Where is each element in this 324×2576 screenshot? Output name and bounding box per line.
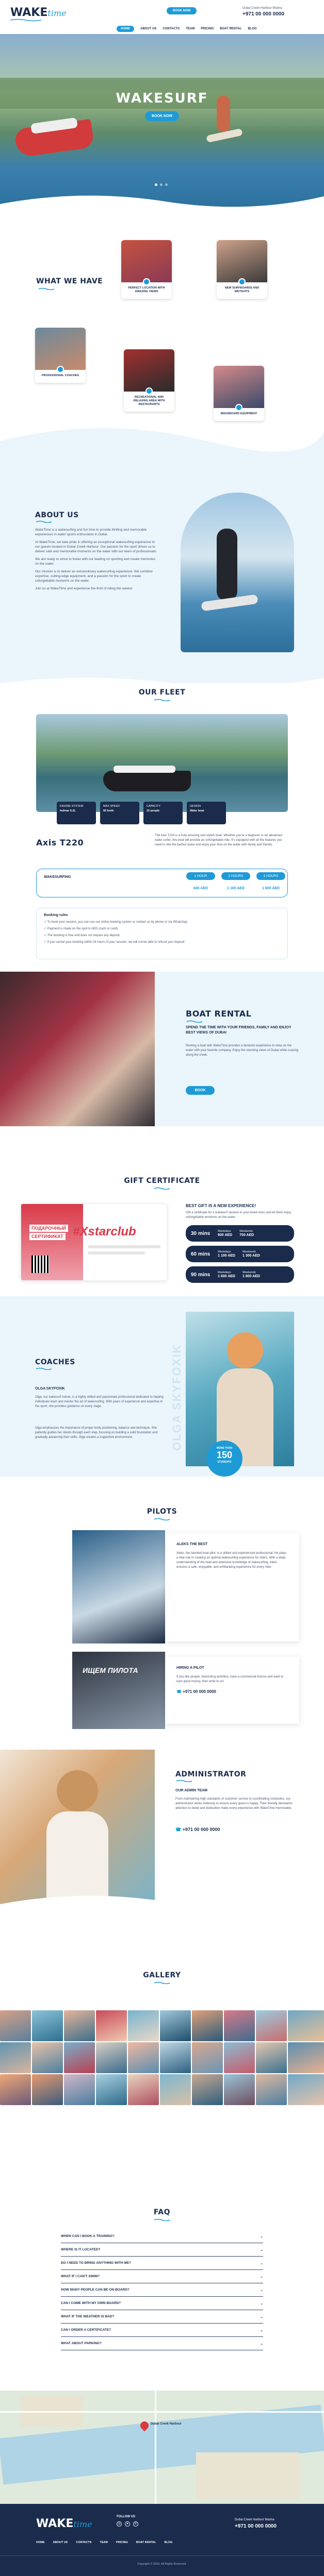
slider-dot[interactable] [160,183,163,186]
social-icons [117,2521,138,2527]
pilot-text: Aleks, the talented boat pilot, is a skilled and experienced professional. He plays a vital role in creating an optimal wakesurfing experience for riders. With a deep understanding of the boat and extensive knowledge of wakesurfing, Aleks ensures a safe, enjoyable, and exhilarating experience for every rider. [176,1552,287,1569]
gift-weekend-price: 1 300 AED [242,1253,260,1258]
gift-option[interactable] [186,1246,294,1262]
surfboard-icon [238,278,246,285]
admin-title: ADMINISTRATOR [175,1770,247,1778]
pilot-phone-text: +971 00 000 0000 [183,1689,216,1694]
feature-image [124,349,174,392]
pilot-photo-aleks [72,1530,165,1643]
gift-weekday [218,1230,232,1238]
footer-logo[interactable] [36,2517,92,2530]
gallery-photo[interactable] [128,2042,159,2073]
nav-pricing[interactable]: PRICING [201,27,214,30]
fleet-spec-cards [57,802,226,824]
coach-vertical-name: OLGA SKYFOXIK [170,1344,183,1451]
spec-value: Wake boat [190,809,204,812]
gallery-section [0,1914,324,2193]
logo-script: time [47,8,67,18]
site-logo[interactable] [10,6,67,19]
chevron-down-icon: ⌄ [260,2328,263,2332]
faq-question: CAN I ORDER A CERTIFICATE? [61,2328,111,2332]
gallery-photo[interactable] [160,2074,191,2105]
gift-weekend-price: 700 AED [239,1233,254,1237]
pilot-name: ALEKS THE BEST [176,1543,208,1546]
booking-rule-text: The booking is free and does not require any deposit [47,934,120,937]
pilot-card-hiring [165,1657,299,1724]
telegram-icon[interactable]: ➤ [125,2521,130,2527]
nav-about[interactable]: ABOUT US [140,27,157,30]
map-place-label: Dubai Creek Harbour [151,2422,182,2426]
faq-item[interactable] [61,2337,263,2350]
gallery-title: GALLERY [143,1971,181,1979]
coaches-title: COACHES [35,1358,75,1366]
gallery-photo[interactable] [224,2042,255,2073]
price-table-prices [186,887,285,890]
pilots-section [0,1477,324,1750]
gift-title: GIFT CERTIFICATE [124,1177,200,1185]
logo-text: WAKE [36,2517,74,2530]
title-wave-icon [176,1780,192,1782]
map-road [0,2411,324,2413]
coach-photo-hair [227,1332,263,1368]
footer-nav-contacts[interactable]: CONTACTS [76,2541,92,2544]
admin-photo [0,1750,155,1904]
feature-image [35,328,86,370]
relax-icon [145,387,153,395]
footer-nav-blog[interactable]: BLOG [164,2541,173,2544]
nav-blog[interactable]: BLOG [248,27,257,30]
about-photo-person [217,529,237,601]
gift-certificate-card [21,1204,167,1281]
gallery-photo[interactable] [224,2074,255,2105]
hero-title: WAKESURF [116,91,208,106]
faq-list [61,2230,263,2350]
gallery-photo[interactable] [192,2010,223,2041]
boat-rental-section [0,972,324,1126]
pilot-photo-hiring [72,1652,165,1729]
admin-photo-head [57,1770,98,1811]
gallery-photo[interactable] [32,2074,63,2105]
gallery-photo[interactable] [160,2042,191,2073]
booking-rule: ✓ The booking is free and does not require any deposit [44,934,120,937]
faq-item[interactable] [61,2297,263,2310]
header-book-button[interactable]: BOOK NOW [167,7,197,14]
spec-value: 60 km/h [103,809,114,812]
logo-wave [0,19,62,22]
certificate-stripe [21,1204,83,1281]
about-paragraph: At WakeTime, we take pride in offering an exceptional wakesurfing experience to our guests located in Dubai Creek Harbour. Our passion for the sport drives us to deliver safe and memorable moments on the water with our team of professionals. [35,540,157,553]
section-wave [0,1889,324,1914]
gift-weekday [218,1250,235,1258]
booking-rules-title: Booking rules [44,913,68,917]
price-table-label: WAKESURFING [44,875,71,879]
gift-option-duration: 30 mins [191,1230,210,1236]
faq-question: HOW MANY PEOPLE CAN BE ON BOARD? [61,2288,129,2292]
gallery-photo[interactable] [96,2042,127,2073]
slider-dot[interactable] [165,183,168,186]
feature-image [217,240,267,282]
coach-text-1: Olga, our wakesurf trainer, is a highly skilled and passionate professional dedicated to helping individuals learn and master the art of wakesurfing. With years of experience and expertise in the sport, she provides guidance on every stage. [35,1396,164,1408]
map-road [155,2391,156,2504]
gallery-photo[interactable] [96,2010,127,2041]
price-value: 1 100 AED [227,887,245,890]
gift-option-duration: 60 mins [191,1251,210,1257]
fleet-title: OUR FLEET [138,688,186,697]
spec-card [187,802,226,824]
gallery-photo[interactable] [96,2074,127,2105]
gift-weekday-price: 600 AED [218,1233,233,1237]
feature-caption: RECREATIONAL AND RELAXING AREA WITH RESTAURANTS [133,396,165,406]
faq-title: FAQ [153,2208,171,2216]
admin-name: OUR ADMIN TEAM [175,1789,207,1792]
spec-card [100,802,139,824]
location-map[interactable] [0,2391,324,2504]
location-pin-icon [143,278,150,285]
gallery-photo[interactable] [256,2010,287,2041]
booking-rule: ✓ To book your session, you can use our online booking system or contact us by phone or via WhatsApp [44,921,188,924]
title-wave-icon [154,699,170,701]
footer-phone[interactable]: +971 00 000 0000 [235,2523,277,2529]
pilots-title: PILOTS [147,1507,177,1516]
feature-card-boards [217,240,267,299]
instagram-icon[interactable]: ◎ [117,2521,122,2527]
logo-script: time [73,2519,92,2529]
footer-nav-home[interactable]: HOME [36,2541,45,2544]
slider-dot[interactable] [155,183,157,186]
title-wave-icon [154,2218,170,2221]
price-table [36,869,288,897]
coaches-section [0,1296,324,1477]
certificate-line [88,1245,160,1248]
gallery-photo[interactable] [64,2010,95,2041]
boat-description: The Axis T220 is a truly amazing and stylish boat. Whether you're a beginner or an advanced wake surfer, this boat will provide an unforgettable ride. It's equipped with all the features you need to ride the perfect wave and enjoy your time on the water with family and friends. [155,834,282,846]
badge-number: 150 [216,1450,233,1460]
pilot-card-aleks [165,1533,299,1641]
booking-rules-box [36,908,288,959]
badge-top: MORE THAN [216,1447,233,1450]
duration-pill[interactable]: 1 HOUR [186,872,215,880]
gift-weekday [218,1271,235,1279]
gift-weekend [242,1250,260,1258]
chevron-down-icon: ⌄ [260,2275,263,2279]
duration-pill[interactable]: 3 HOURS [256,872,285,880]
boat-rental-book-button[interactable]: BOOK [186,1086,215,1095]
chevron-down-icon: ⌄ [260,2261,263,2265]
gift-options [186,1225,294,1287]
spec-value: Indmar 6.2L [60,809,76,812]
fleet-boat-photo [36,714,288,812]
footer-nav [36,2541,172,2544]
price-value: 1 600 AED [262,887,280,890]
title-wave-icon [36,520,52,523]
about-section [0,472,324,683]
gift-heading: BEST GIFT IS A NEW EXPERIENCE! [186,1204,256,1208]
chevron-down-icon: ⌄ [260,2234,263,2239]
feature-caption: PROFESSIONAL COACHES [41,374,79,377]
boat-rental-photo [0,972,155,1126]
about-paragraph: WakeTime is a wakesurfing and fun time to provide thrilling and memorable experiences in water sports enthusiasts in Dubai. [35,528,147,536]
gallery-photo[interactable] [192,2042,223,2073]
nav-boat-rental[interactable]: BOAT RENTAL [220,27,242,30]
faq-question: WHAT ABOUT PARKING? [61,2342,102,2345]
logo-text: WAKE [10,6,48,19]
footer-follow-label: FOLLOW US [117,2515,135,2518]
boat-rental-title: BOAT RENTAL [186,1009,252,1019]
feature-card-relax [124,349,174,412]
faq-item[interactable] [61,2257,263,2270]
faq-item[interactable] [61,2270,263,2283]
students-badge [206,1440,242,1477]
footer-divider [0,2555,324,2556]
fleet-boat-deck [114,766,175,773]
faq-section [0,2193,324,2391]
gift-weekend-label: Weekends [242,1270,256,1274]
faq-question: DO I NEED TO BRING ANYTHING WITH ME? [61,2261,132,2265]
pilot-name: HIRING A PILOT [176,1666,204,1670]
hero-book-button[interactable]: BOOK NOW [145,111,179,121]
spec-value: 15 people [147,809,160,812]
faq-item[interactable] [61,2283,263,2297]
equipment-icon [235,404,242,411]
map-block [196,2452,299,2499]
gift-section [0,1126,324,1296]
coach-icon [57,366,64,373]
header-phone[interactable]: +971 00 000 0000 [242,11,284,17]
nav-team[interactable]: TEAM [186,27,195,30]
gallery-photo[interactable] [256,2074,287,2105]
spec-card [57,802,96,824]
gift-weekday-label: Weekdays [218,1250,231,1253]
about-paragraph: We are ready to strive to foster with our leading on sporting and create memories on the water. [35,557,155,566]
booking-rule-text: Payment is made on the spot in AED (cash or card) [47,927,118,930]
gift-weekend-label: Weekends [242,1250,256,1253]
gallery-photo[interactable] [128,2010,159,2041]
feature-image [214,366,264,408]
gift-weekday-label: Weekdays [218,1229,231,1233]
booking-rule: ✓ Payment is made on the spot in AED (cash or card) [44,927,118,930]
price-table-heads [186,872,285,880]
feature-caption: NEW SURFBOARDS AND WETSUITS [224,286,260,293]
hero-sky [0,34,324,80]
gallery-photo[interactable] [224,2010,255,2041]
gallery-photo[interactable] [288,2042,324,2073]
footer-nav-boat-rental[interactable]: BOAT RENTAL [136,2541,156,2544]
gallery-photo[interactable] [256,2042,287,2073]
gift-option-duration: 90 mins [191,1272,210,1278]
faq-question: WHAT IF THE WEATHER IS BAD? [61,2315,115,2318]
fleet-section [0,683,324,972]
spec-label: DESIGN [190,805,201,808]
pilot-photo-caption: ИЩЕМ ПИЛОТА [83,1666,138,1674]
gift-weekend [242,1271,260,1279]
nav-contacts[interactable]: CONTACTS [163,27,180,30]
boat-rental-subtitle: SPEND THE TIME WITH YOUR FRIENDS, FAMILY AND ENJOY BEST VIEWS OF DUBAI [186,1026,291,1035]
certificate-line [88,1251,145,1255]
gift-weekend [239,1230,254,1238]
whatsapp-icon[interactable]: ✆ [133,2521,138,2527]
gallery-photo[interactable] [0,2074,31,2105]
main-nav [117,23,263,32]
booking-rule: ✓ If you cancel your booking within 24 hours of your session, we will not be able to refund your deposit [44,941,185,944]
feature-caption: PERFECT LOCATION WITH AMAZING VIEWS [128,286,165,293]
hero-wave [0,189,324,214]
faq-item[interactable] [61,2310,263,2324]
title-wave-icon [154,1981,170,1984]
spec-label: MAX SPEED [103,805,120,808]
gallery-photo[interactable] [160,2010,191,2041]
about-title: ABOUT US [35,511,79,519]
nav-home[interactable]: HOME [117,26,134,32]
what-we-have-title: WHAT WE HAVE [36,277,103,285]
feature-card-location [121,240,172,299]
certificate-line2: СЕРТИФИКАТ [29,1233,66,1240]
footer-nav-team[interactable]: TEAM [100,2541,108,2544]
boat-rental-text: Renting a boat with WakeTime provides a fantastic experience to relax on the water with your favorite company. Enjoy the stunning views of Dubai while cruising along the creek. [186,1044,299,1057]
phone-icon: ☎ [175,1827,182,1832]
about-text [35,528,159,591]
feature-card-equipment [214,366,264,421]
what-we-have-section [0,214,324,472]
admin-phone[interactable] [175,1827,220,1833]
gift-weekday-label: Weekdays [218,1270,231,1274]
spec-card [143,802,183,824]
chevron-down-icon: ⌄ [260,2288,263,2292]
price-value: 600 AED [193,887,208,890]
booking-rule-text: If you cancel your booking within 24 hours of your session, we will not be able to refund your deposit [47,941,185,944]
gift-weekday-price: 1 100 AED [218,1253,235,1258]
footer-address: Dubai Creek Harbour Marina [235,2518,274,2521]
footer-nav-about[interactable]: ABOUT US [53,2541,68,2544]
gift-text: Gift a certificate for a wakesurf session to your loved ones and let them enjoy unforgettable emotions on the water. [186,1211,291,1219]
certificate-line1: ПОДАРОЧНЫЙ [29,1225,68,1232]
gallery-photo[interactable] [192,2074,223,2105]
gift-weekend-label: Weekends [239,1229,253,1233]
gallery-photo[interactable] [0,2010,31,2041]
gallery-photo[interactable] [0,2042,31,2073]
faq-question: WHERE IS IT LOCATED? [61,2248,101,2251]
site-footer [0,2504,324,2576]
coach-photo [186,1312,294,1466]
title-wave-icon [36,1367,52,1370]
gift-weekend-price: 1 800 AED [242,1274,260,1278]
footer-copyright: Copyright © 2023. All Rights Reserved. [137,2563,187,2566]
boat-name: Axis T220 [36,838,84,848]
feature-image [121,240,172,282]
hero-slider-dots[interactable] [155,183,168,186]
booking-rule-text: To book your session, you can use our online booking system or contact us by phone or via WhatsApp [47,921,188,924]
title-wave-icon [154,1187,170,1190]
gift-option[interactable] [186,1266,294,1283]
spec-label: ENGINE SYSTEM [60,805,84,808]
gift-option[interactable] [186,1225,294,1242]
gallery-photo[interactable] [32,2042,63,2073]
chevron-down-icon: ⌄ [260,2301,263,2306]
fleet-boat-shape [103,771,191,791]
admin-section [0,1750,324,1914]
about-paragraph: Join us at WakeTime and experience the thrill of riding the waves! [35,587,133,590]
gift-weekday-price: 1 600 AED [218,1274,235,1278]
chevron-down-icon: ⌄ [260,2342,263,2346]
hero-banner [0,34,324,214]
title-wave-icon [187,1020,202,1023]
footer-nav-pricing[interactable]: PRICING [116,2541,128,2544]
spec-label: CAPACITY [147,805,161,808]
gallery-photo[interactable] [32,2010,63,2041]
pilot-phone[interactable] [176,1689,288,1694]
faq-question: WHAT IF I CAN'T SWIM? [61,2275,100,2278]
chevron-down-icon: ⌄ [260,2248,263,2252]
faq-item[interactable] [61,2243,263,2257]
certificate-brand: #Xstarclub [73,1225,136,1239]
section-bg-wave [0,410,324,472]
gallery-photo[interactable] [288,2074,324,2105]
faq-item[interactable] [61,2324,263,2337]
gallery-photo[interactable] [64,2042,95,2073]
phone-icon: ☎ [176,1689,182,1694]
title-wave-icon [39,287,54,290]
gallery-photo[interactable] [288,2010,324,2041]
coach-name: OLGA SKYFOXIK [35,1387,65,1391]
coach-text-2: Olga emphasizes the importance of proper body positioning, balance and technique. She patiently guides her clients through each step, focusing on building a solid foundation and gradually advancing their skills. Olga creates a supportive environment. [35,1427,158,1439]
chevron-down-icon: ⌄ [260,2315,263,2319]
about-photo [181,493,294,652]
gallery-photo[interactable] [128,2074,159,2105]
qr-code-icon [31,1256,49,1273]
admin-text: From maintaining high standards of customer service to coordinating schedules, our administrator works tirelessly to ensure every guest is happy. Their friendly demeanor, attention to detail and dedication make every experience with WakeTime memorable. [175,1798,293,1810]
feature-caption: WAKEBOARD EQUIPMENT [220,412,257,415]
pilot-text: If you like people, interesting activities, have a commercial license and want to earn good money, then write to us! [176,1675,284,1683]
gallery-photo[interactable] [64,2074,95,2105]
faq-question: WHEN CAN I BOOK A TRAINING? [61,2234,115,2238]
faq-question: CAN I COME WITH MY OWN BOARD? [61,2301,121,2305]
about-paragraph: Our mission is to deliver an extraordinary wakesurfing experience. We combine expertise, cutting-edge equipment, and a passion for the sport to create unforgettable moments on the water. [35,570,153,583]
title-wave-icon [154,1518,170,1520]
header-address: Dubai Creek Harbour Marina [242,7,282,10]
admin-phone-text: +971 00 000 0000 [182,1827,220,1832]
feature-card-coaches [35,328,86,383]
duration-pill[interactable]: 2 HOURS [221,872,250,880]
site-header [0,0,324,34]
badge-bottom: STUDENTS [217,1461,232,1464]
faq-item[interactable] [61,2230,263,2243]
